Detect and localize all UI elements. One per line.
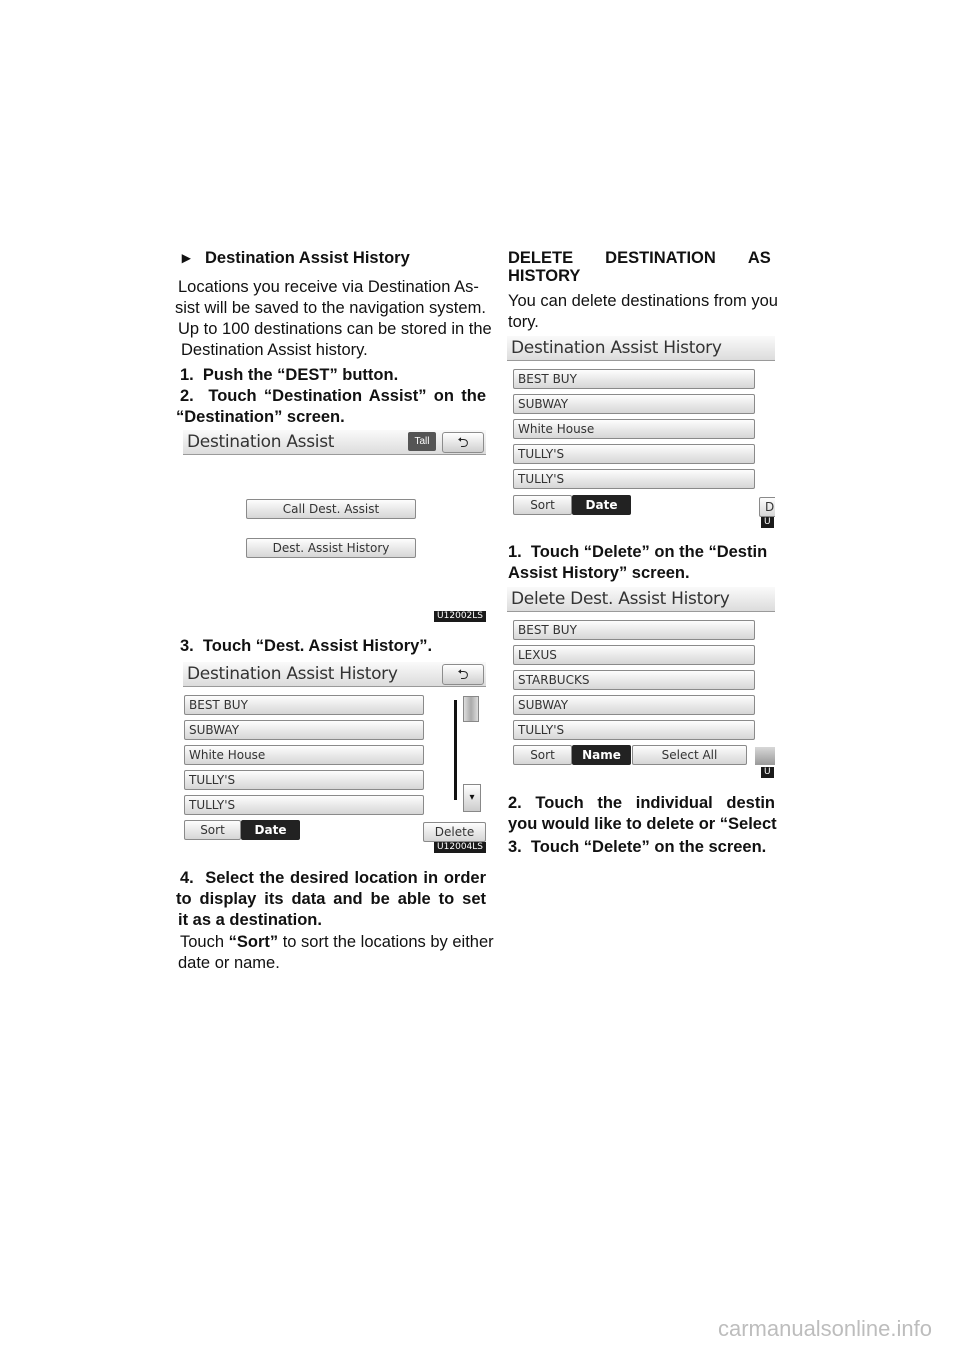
screen-title: Destination Assist History	[187, 664, 398, 684]
screenshot-history-cropped	[507, 336, 775, 529]
list-item[interactable]: TULLY'S	[184, 770, 424, 790]
figure-code: U12002LS	[434, 611, 486, 622]
step-3: 3. Touch “Dest. Assist History”.	[180, 637, 433, 655]
dest-assist-history-button[interactable]: Dest. Assist History	[246, 538, 416, 558]
delete-button[interactable]	[755, 747, 775, 765]
step-2-line-1: 2. Touch “Destination Assist” on the	[180, 387, 486, 405]
list-item[interactable]: TULLY'S	[513, 469, 755, 489]
signal-icon[interactable]: Tall	[408, 432, 436, 451]
screenshot-delete-history-cropped	[507, 587, 775, 779]
delete-step-2-line-2: you would like to delete or “Select	[508, 815, 777, 833]
sort-button[interactable]: Sort	[184, 820, 241, 840]
title-bar	[183, 662, 486, 687]
scroll-down-button[interactable]: ▾	[463, 784, 481, 812]
capacity-line-2: Destination Assist history.	[181, 341, 368, 359]
intro-line-1: Locations you receive via Destination As-	[178, 278, 479, 296]
note-text: Touch	[180, 933, 229, 951]
capacity-line-1: Up to 100 destinations can be stored in the	[178, 320, 492, 338]
screenshot-destination-assist-history	[183, 662, 486, 854]
delete-step-3: 3. Touch “Delete” on the screen.	[508, 838, 767, 856]
footer-watermark: carmanualsonline.info	[717, 1316, 932, 1341]
list-item[interactable]: White House	[184, 745, 424, 765]
list-item[interactable]: BEST BUY	[184, 695, 424, 715]
delete-step-2-line-1: 2. Touch the individual destin	[508, 794, 775, 812]
delete-step-1-line-1: 1. Touch “Delete” on the “Destin	[508, 543, 768, 561]
sort-note-line-1	[180, 932, 494, 953]
intro-line-2: sist will be saved to the navigation system.	[175, 299, 486, 317]
sort-note-line-2: date or name.	[178, 954, 280, 972]
list-item[interactable]: BEST BUY	[513, 620, 755, 640]
sort-button[interactable]: Sort	[513, 745, 572, 765]
list-item[interactable]: TULLY'S	[513, 444, 755, 464]
delete-step-1-line-2: Assist History” screen.	[508, 564, 690, 582]
delete-section-heading-2: HISTORY	[508, 267, 581, 285]
list-item[interactable]: TULLY'S	[513, 720, 755, 740]
figure-code: U	[761, 517, 774, 528]
name-toggle[interactable]: Name	[572, 745, 631, 765]
list-item[interactable]: STARBUCKS	[513, 670, 755, 690]
back-button[interactable]: ⮌	[442, 664, 484, 685]
scrollbar-track[interactable]	[454, 700, 457, 800]
figure-code: U12004LS	[434, 842, 486, 853]
screenshot-destination-assist	[183, 430, 486, 623]
back-button[interactable]: ⮌	[442, 432, 484, 453]
heading-text: Destination Assist History	[205, 249, 410, 267]
delete-button[interactable]: D	[759, 497, 775, 517]
title-bar	[507, 336, 775, 361]
date-toggle[interactable]: Date	[241, 820, 300, 840]
section-heading	[182, 248, 410, 269]
note-text: to sort the locations by either	[278, 933, 494, 951]
screen-title: Destination Assist History	[511, 338, 722, 358]
sort-button[interactable]: Sort	[513, 495, 572, 515]
step-4-line-1: 4. Select the desired location in order	[180, 869, 486, 887]
step-4-line-3: it as a destination.	[178, 911, 322, 929]
step-2-line-2: “Destination” screen.	[176, 408, 345, 426]
bullet-icon: ▸	[182, 249, 191, 267]
title-bar	[507, 587, 775, 612]
list-item[interactable]: SUBWAY	[513, 695, 755, 715]
list-item[interactable]: BEST BUY	[513, 369, 755, 389]
scrollbar-thumb[interactable]	[463, 696, 479, 722]
delete-intro-line-2: tory.	[508, 313, 539, 331]
figure-code: U	[761, 767, 774, 778]
delete-button[interactable]: Delete	[423, 822, 486, 842]
screen-title: Delete Dest. Assist History	[511, 589, 730, 609]
list-item[interactable]: TULLY'S	[184, 795, 424, 815]
step-1: 1. Push the “DEST” button.	[180, 366, 399, 384]
list-item[interactable]: SUBWAY	[513, 394, 755, 414]
list-item[interactable]: LEXUS	[513, 645, 755, 665]
title-bar	[183, 430, 486, 455]
delete-section-heading: DELETE DESTINATION AS	[508, 249, 771, 267]
date-toggle[interactable]: Date	[572, 495, 631, 515]
delete-intro-line-1: You can delete destinations from you	[508, 292, 778, 310]
list-item[interactable]: SUBWAY	[184, 720, 424, 740]
call-dest-assist-button[interactable]: Call Dest. Assist	[246, 499, 416, 519]
step-4-line-2: to display its data and be able to set	[176, 890, 486, 908]
select-all-button[interactable]: Select All	[632, 745, 747, 765]
note-sort-label: “Sort”	[228, 933, 279, 951]
list-item[interactable]: White House	[513, 419, 755, 439]
screen-title: Destination Assist	[187, 432, 335, 452]
